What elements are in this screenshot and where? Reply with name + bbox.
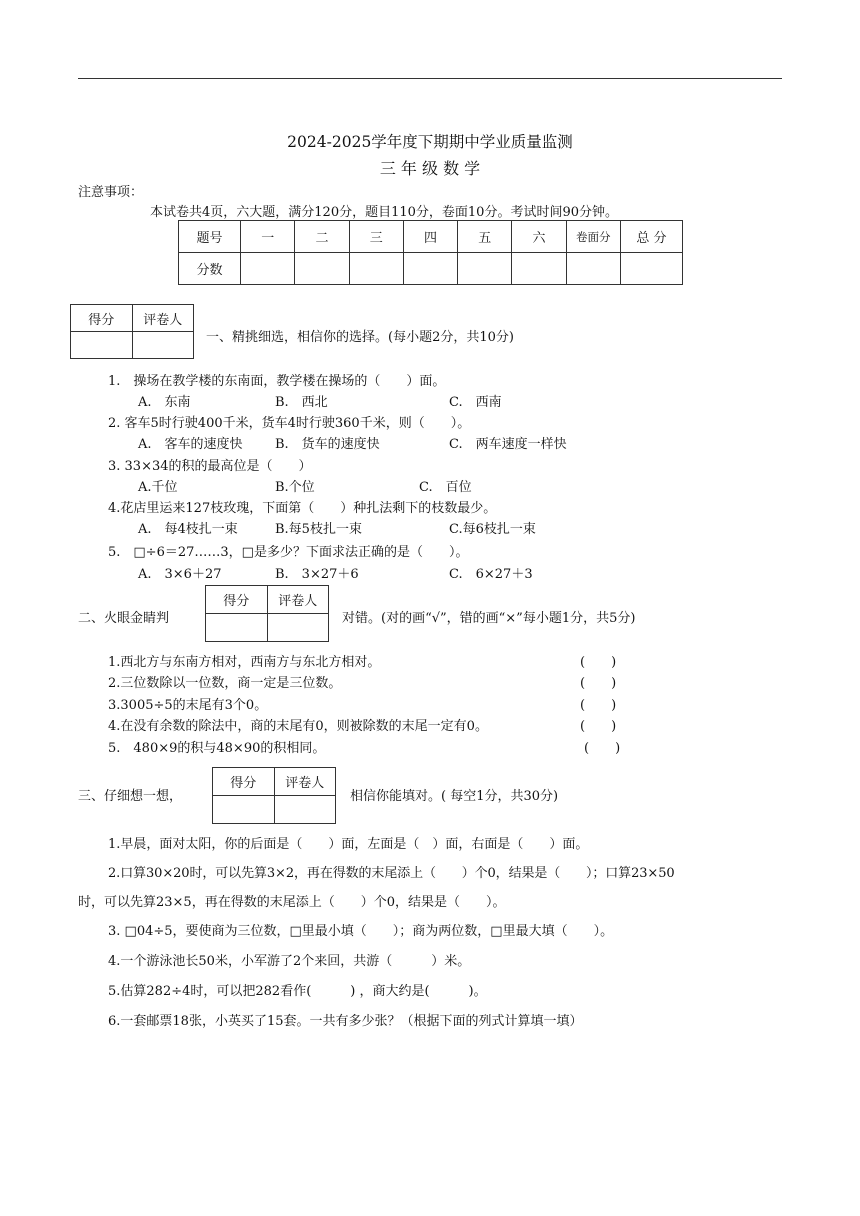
grader-box-cell[interactable] (267, 614, 329, 642)
grader-box-cell[interactable] (132, 332, 194, 359)
score-table (178, 220, 683, 285)
exam-subtitle: 三 年 级 数 学 (379, 159, 481, 178)
section1-q3-option-b[interactable]: B.个位 (275, 480, 315, 495)
score-table-header: 四 (403, 221, 457, 253)
exam-title: 2024-2025学年度下期期中学业质量监测 (287, 133, 573, 151)
score-cell[interactable] (512, 253, 566, 285)
grader-box-label: 评卷人 (132, 305, 194, 332)
score-cell[interactable] (566, 253, 620, 285)
grader-box-cell[interactable] (274, 796, 336, 824)
score-box-label: 得分 (71, 305, 133, 332)
section2-q4-answer[interactable]: ( ) (580, 719, 617, 734)
section3-score-box (212, 767, 336, 824)
section3-title-left: 三、仔细想一想， (78, 789, 183, 804)
section3-q1: 1.早晨，面对太阳，你的后面是（ ）面，左面是（ ）面，右面是（ ）面。 (108, 837, 589, 852)
section1-q2-option-a[interactable]: A. 客车的速度快 (138, 437, 243, 452)
section2-q4: 4.在没有余数的除法中，商的末尾有0，则被除数的末尾一定有0。 (108, 719, 488, 734)
section1-q5-option-a[interactable]: A. 3×6＋27 (138, 567, 222, 582)
section1-q1-option-b[interactable]: B. 西北 (275, 395, 328, 410)
section2-q3-answer[interactable]: ( ) (580, 698, 617, 713)
section1-q3-option-c[interactable]: C. 百位 (419, 480, 472, 495)
score-box-cell[interactable] (71, 332, 133, 359)
score-cell[interactable] (403, 253, 457, 285)
section2-q5: 5. 480×9的积与48×90的积相同。 (108, 741, 326, 756)
score-table-header: 一 (241, 221, 295, 253)
section1-q2-option-c[interactable]: C. 两车速度一样快 (449, 437, 567, 452)
score-cell[interactable] (458, 253, 512, 285)
section1-q2: 2. 客车5时行驶400千米，货车4时行驶360千米，则（ ）。 (108, 416, 471, 431)
section2-q2: 2.三位数除以一位数，商一定是三位数。 (108, 676, 342, 691)
section1-q4-option-a[interactable]: A. 每4枝扎一束 (138, 522, 238, 537)
section3-title-right: 相信你能填对。( 每空1分，共30分) (350, 789, 559, 804)
section1-q5-option-b[interactable]: B. 3×27＋6 (275, 567, 359, 582)
section1-q3: 3. 33×34的积的最高位是（ ） (108, 459, 312, 474)
section1-score-box (70, 304, 194, 359)
grader-box-label: 评卷人 (267, 586, 329, 614)
section1-q4: 4.花店里运来127枝玫瑰，下面第（ ）种扎法剩下的枝数最少。 (108, 501, 497, 516)
section1-q5-option-c[interactable]: C. 6×27＋3 (449, 567, 533, 582)
notice-label: 注意事项： (78, 185, 144, 200)
section3-q2-line1: 2.口算30×20时，可以先算3×2，再在得数的末尾添上（ ）个0，结果是（ ）；口算23×50 (108, 866, 675, 881)
score-table-header: 三 (349, 221, 403, 253)
notice-text: 本试卷共4页，六大题，满分120分，题目110分，卷面10分。考试时间90分钟。 (150, 205, 618, 220)
score-box-cell[interactable] (213, 796, 275, 824)
section3-q3: 3. □04÷5，要使商为三位数，□里最小填（ ）；商为两位数，□里最大填（ ）。 (108, 924, 614, 939)
section2-q3: 3.3005÷5的末尾有3个0。 (108, 698, 268, 713)
section2-title-right: 对错。(对的画“√”，错的画“×”每小题1分，共5分) (342, 611, 636, 626)
score-table-row-label: 分数 (179, 253, 241, 285)
score-table-header: 总 分 (620, 221, 682, 253)
score-box-label: 得分 (213, 768, 275, 796)
score-table-header: 题号 (179, 221, 241, 253)
score-table-header: 六 (512, 221, 566, 253)
score-table-header: 五 (458, 221, 512, 253)
section3-q6: 6.一套邮票18张，小英买了15套。一共有多少张？（根据下面的列式计算填一填） (108, 1014, 583, 1029)
score-cell[interactable] (295, 253, 349, 285)
section2-q2-answer[interactable]: ( ) (580, 676, 617, 691)
score-cell[interactable] (349, 253, 403, 285)
section1-q4-option-b[interactable]: B.每5枝扎一束 (275, 522, 362, 537)
score-cell[interactable] (241, 253, 295, 285)
section2-q5-answer[interactable]: ( ) (584, 741, 621, 756)
section3-q4: 4.一个游泳池长50米，小军游了2个来回，共游（ ）米。 (108, 954, 471, 969)
grader-box-label: 评卷人 (274, 768, 336, 796)
section2-q1: 1.西北方与东南方相对，西南方与东北方相对。 (108, 655, 381, 670)
section1-q3-option-a[interactable]: A.千位 (138, 480, 178, 495)
section3-q5: 5.估算282÷4时，可以把282看作( ) ，商大约是( )。 (108, 984, 487, 999)
section3-q2-line2: 时，可以先算23×5，再在得数的末尾添上（ ）个0，结果是（ ）。 (78, 895, 506, 910)
section1-q1: 1. 操场在教学楼的东南面，教学楼在操场的（ ）面。 (108, 374, 446, 389)
section1-q1-option-a[interactable]: A. 东南 (138, 395, 191, 410)
section2-title-left: 二、火眼金睛判 (78, 611, 170, 626)
score-box-label: 得分 (206, 586, 268, 614)
section2-score-box (205, 585, 329, 642)
section1-q2-option-b[interactable]: B. 货车的速度快 (275, 437, 380, 452)
score-cell[interactable] (620, 253, 682, 285)
section1-q4-option-c[interactable]: C.每6枝扎一束 (449, 522, 536, 537)
score-table-header: 卷面分 (566, 221, 620, 253)
header-rule (78, 78, 782, 79)
score-table-header: 二 (295, 221, 349, 253)
score-box-cell[interactable] (206, 614, 268, 642)
section1-q1-option-c[interactable]: C. 西南 (449, 395, 502, 410)
section1-q5: 5. □÷6＝27……3，□是多少？下面求法正确的是（ ）。 (108, 545, 469, 560)
section1-title: 一、精挑细选，相信你的选择。(每小题2分，共10分) (206, 330, 514, 345)
section2-q1-answer[interactable]: ( ) (580, 655, 617, 670)
